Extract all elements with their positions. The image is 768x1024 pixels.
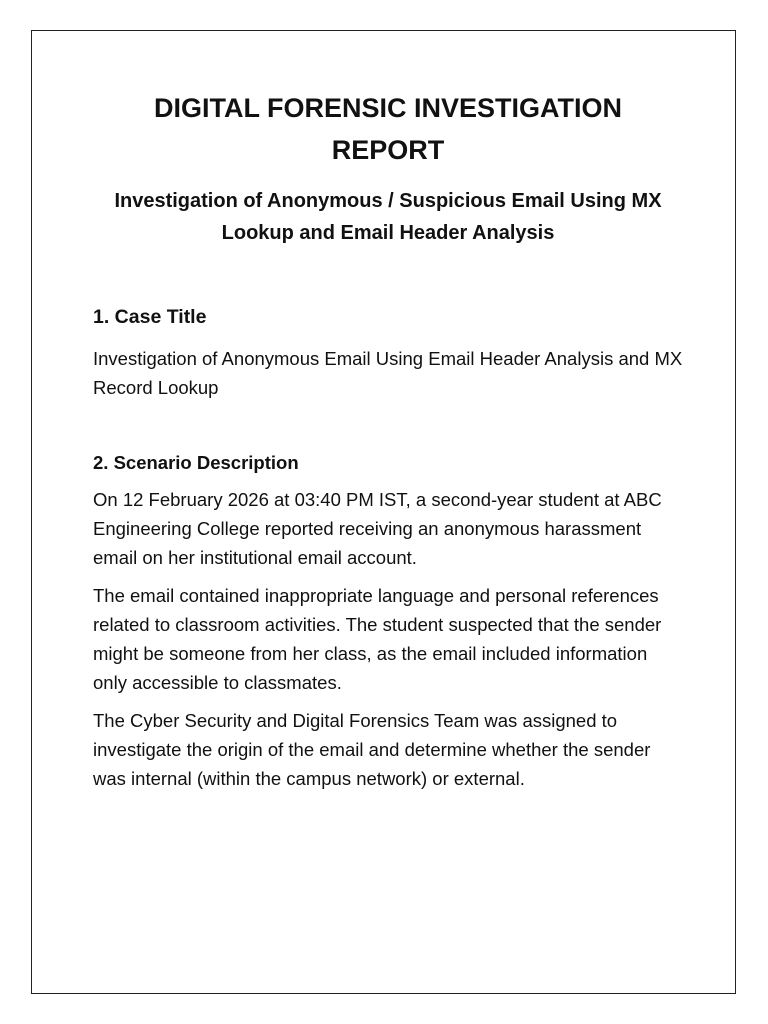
document-page — [31, 30, 736, 994]
section-paragraph: On 12 February 2026 at 03:40 PM IST, a second-year student at ABC Engineering College reported receiving an anonymous harassment email on her institutional email account. — [93, 489, 662, 568]
report-title: DIGITAL FORENSIC INVESTIGATION REPORT — [153, 93, 623, 165]
report-subtitle: Investigation of Anonymous / Suspicious Email Using MX Lookup and Email Header Analysis — [114, 190, 662, 244]
section-paragraph: The email contained inappropriate language and personal references related to classroom activities. The student suspected that the sender might be someone from her class, as the email included information only accessible to classmates. — [93, 585, 662, 693]
section-heading: 2. Scenario Description — [93, 452, 299, 473]
document-content — [93, 87, 683, 793]
section-paragraph: Investigation of Anonymous Email Using Email Header Analysis and MX Record Lookup — [93, 348, 683, 398]
section-paragraph: The Cyber Security and Digital Forensics Team was assigned to investigate the origin of the email and determine whether the sender was internal (within the campus network) or external. — [93, 710, 651, 789]
section-case-title — [93, 304, 683, 402]
section-heading: 1. Case Title — [93, 306, 207, 328]
section-scenario-description — [93, 450, 683, 793]
